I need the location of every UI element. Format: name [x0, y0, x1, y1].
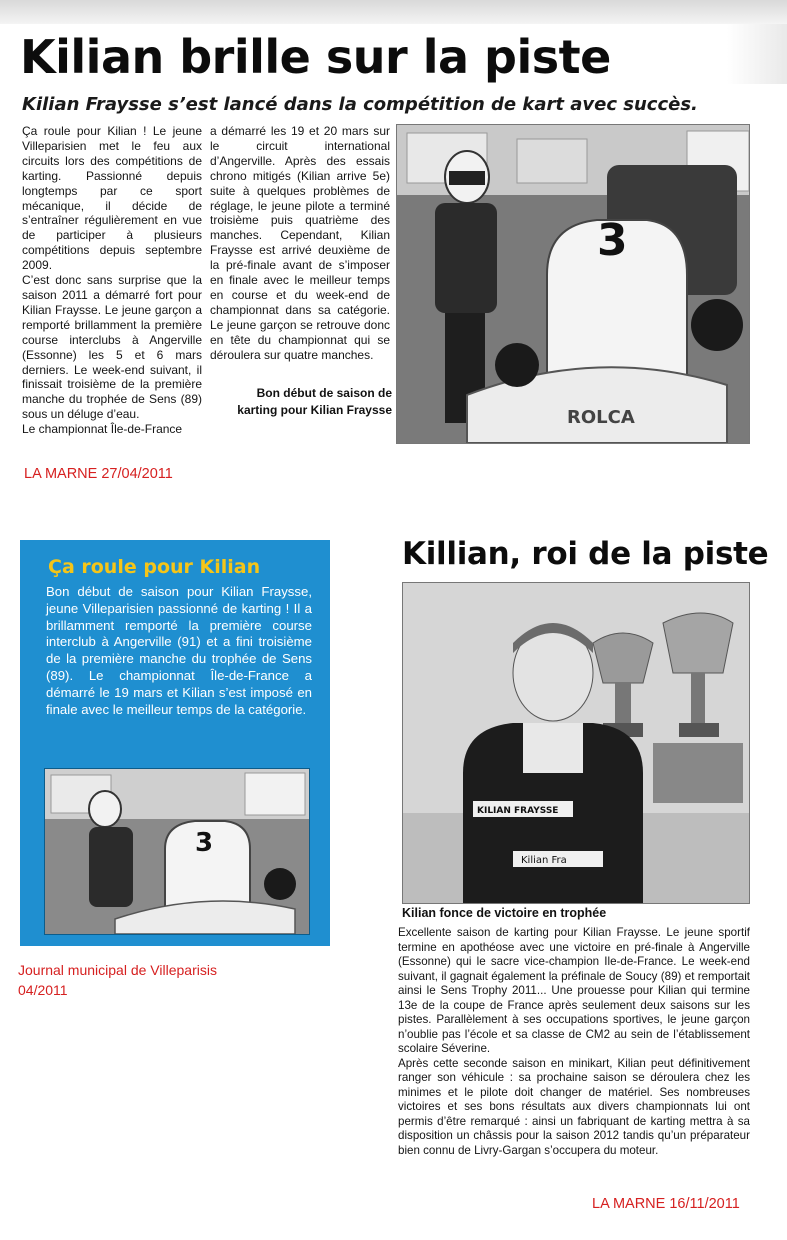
article1-paragraph: Ça roule pour Kilian ! Le jeune Villeparisien met le feu aux circuits lors des compétitions de karting. Passionné depuis longtemps par ce sport mécanique, il décide de s’entraîner régulièrement en vue de participer à plusieurs compétitions depuis septembre 2009. — [22, 124, 202, 273]
article3-body — [398, 926, 750, 1158]
kart-photo-illustration — [397, 125, 749, 443]
article2-source — [18, 960, 217, 1000]
article3-title: Killian, roi de la piste — [402, 536, 769, 572]
article1-column2 — [210, 124, 390, 363]
suit-name-label: KILIAN FRAYSSE — [477, 806, 559, 816]
article1-source: LA MARNE 27/04/2011 — [24, 466, 173, 482]
article2-source-line1: Journal municipal de Villeparisis — [18, 962, 217, 978]
bleed-through-area — [727, 24, 787, 84]
portrait-photo-illustration — [403, 583, 749, 903]
article3-photo — [402, 582, 750, 904]
article2-source-line2: 04/2011 — [18, 982, 68, 998]
article1-paragraph: C’est donc sans surprise que la saison 2011 a démarré fort pour Kilian Fraysse. Le jeune garçon a remporté brillamment la première course interclubs à Angerville (Essonne) les 5 et 6 mars derniers. Le week-end suivant, il finissait troisième de la première manche du trophée de Sens (89) sous un déluge d’eau. — [22, 273, 202, 422]
scan-edge — [0, 0, 787, 24]
article1-subtitle: Kilian Fraysse s’est lancé dans la compétition de kart avec succès. — [22, 94, 698, 115]
kart-number: 3 — [597, 215, 628, 266]
article3-caption: Kilian fonce de victoire en trophée — [402, 906, 607, 920]
article1-photo — [396, 124, 750, 444]
kart-brand: ROLCA — [567, 407, 635, 428]
article1-column1 — [22, 124, 202, 437]
article3-paragraph: Excellente saison de karting pour Kilian Fraysse. Le jeune sportif termine en apothéose avec une victoire en pré-finale à Angerville (Essonne) qui le sacre vice-champion Ile-de-France. Le week-end suivant, il gagnait également la préfinale de Soucy (89) et remportait ainsi le Sens Trophy 2011... Une prouesse pour Kilian qui termine 13e de la coupe de France après seulement deux saisons sur les pistes. Parallèlement à ses occupations sportives, le jeune garçon n’oublie pas l’école et sa classe de CM2 au sein de l’établissement scolaire Séverine. — [398, 926, 750, 1055]
article1-paragraph: a démarré les 19 et 20 mars sur le circuit international d’Angerville. Après des essais chrono mitigés (Kilian arrive 5e) suite à quelques problèmes de réglage, le jeune pilote a terminé troisième puis quatrième des manches. Cependant, Kilian Fraysse est arrivé deuxième de la pré-finale avant de s’imposer en finale avec le meilleur temps en course et du week-end de championnat dans sa catégorie. Le jeune garçon se retrouve donc en tête du championnat qui se déroulera sur quatre manches. — [210, 124, 390, 362]
kart-number: 3 — [195, 828, 214, 858]
article2-body: Bon début de saison pour Kilian Fraysse, jeune Villeparisien passionné de karting ! Il a brillamment remporté la première course interclub à Angerville (91) et a fini troisième de la première manche du trophée de Sens (89). Le championnat Île-de-France a démarré le 19 mars et Kilian s’est imposé en finale avec le meilleur temps de la catégorie. — [46, 584, 312, 717]
article1-title: Kilian brille sur la piste — [20, 30, 611, 84]
article2-title: Ça roule pour Kilian — [48, 556, 261, 578]
article1-caption: Bon début de saison de karting pour Kilian Fraysse — [237, 386, 392, 417]
article1-paragraph: Le championnat Île-de-France — [22, 422, 183, 437]
suit-patch-label: Kilian Fra — [521, 855, 567, 866]
article2-box — [20, 540, 330, 946]
article3-source: LA MARNE 16/11/2011 — [592, 1196, 740, 1212]
article3-paragraph: Après cette seconde saison en minikart, Kilian peut définitivement ranger son véhicule : sa prochaine saison se déroulera chez les minimes et le pilote doit changer de matériel. Ses nombreuses victoires et ses bons résultats aux divers championnats lui ont permis d’être remarqué : ainsi un fabriquant de karting mettra à sa disposition un châssis pour la saison 2012 tandis qu’un préparateur bien connu de Livry-Gargan s’occupera du moteur. — [398, 1056, 750, 1157]
article2-photo — [44, 768, 310, 935]
kart-photo-illustration — [45, 769, 309, 934]
